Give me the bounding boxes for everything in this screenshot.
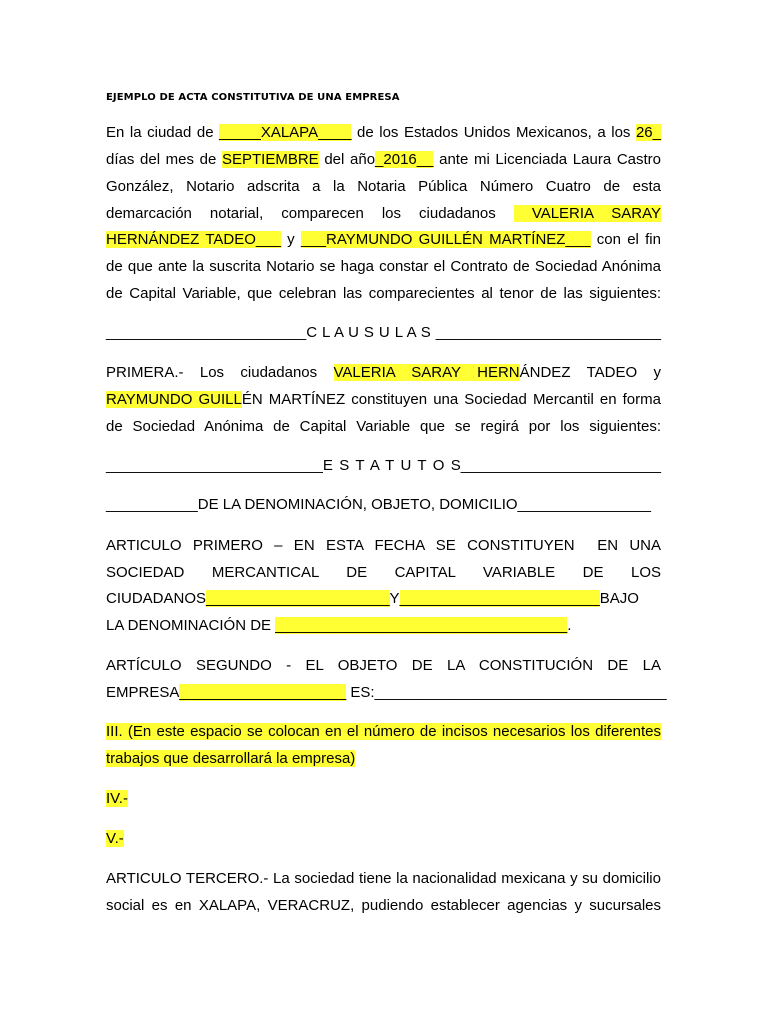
intro-line-7: de Capital Variable, que celebran las comparecientes al tenor de las siguientes: xyxy=(106,285,661,302)
year-field: _2016__ xyxy=(375,151,434,168)
city-field: _____XALAPA____ xyxy=(219,124,352,141)
primera-line-2: RAYMUNDO GUILLÉN MARTÍNEZ constituyen una Sociedad Mercantil en forma xyxy=(106,391,661,408)
articulo-tercero-line-2: social es en XALAPA, VERACRUZ, pudiendo establecer agencias y sucursales xyxy=(106,897,661,914)
intro-line-6: de que ante la suscrita Notario se haga constar el Contrato de Sociedad Anónima xyxy=(106,258,661,275)
primera-name-1: VALERIA SARAY HERN xyxy=(333,364,520,381)
articulo-segundo-line-1: ARTÍCULO SEGUNDO - EL OBJETO DE LA CONSTITUCIÓN DE LA xyxy=(106,657,661,674)
articulo-primero-line-2: SOCIEDAD MERCANTICAL DE CAPITAL VARIABLE DE LOS xyxy=(106,564,661,581)
articulo-segundo-line-2: EMPRESA____________________ ES:___________________________________ xyxy=(106,684,667,701)
articulo-primero-line-1: ARTICULO PRIMERO – EN ESTA FECHA SE CONSTITUYEN EN UNA xyxy=(106,537,661,554)
shareholder-blank-1: ______________________ xyxy=(206,590,390,607)
inciso-iii-line-2: trabajos que desarrollará la empresa) xyxy=(106,750,356,767)
primera-line-1: PRIMERA.- Los ciudadanos VALERIA SARAY HERNÁNDEZ TADEO y xyxy=(106,364,661,381)
objeto-blank: ___________________________________ xyxy=(374,684,667,701)
inciso-iii-line-1: III. (En este espacio se colocan en el número de incisos necesarios los diferentes xyxy=(106,723,661,740)
document-title: EJEMPLO DE ACTA CONSTITUTIVA DE UNA EMPRESA xyxy=(106,92,400,103)
intro-line-1: En la ciudad de _____XALAPA____ de los Estados Unidos Mexicanos, a los 26_ xyxy=(106,124,661,141)
shareholder-1-field-cont: HERNÁNDEZ TADEO___ xyxy=(106,231,281,248)
articulo-tercero-line-1: ARTICULO TERCERO.- La sociedad tiene la nacionalidad mexicana y su domicilio xyxy=(106,870,661,887)
empresa-blank: ____________________ xyxy=(179,684,347,701)
estatutos-heading: __________________________E S T A T U T O S________________________ xyxy=(106,457,661,474)
day-field: 26_ xyxy=(635,124,661,141)
primera-line-3: de Sociedad Anónima de Capital Variable que se regirá por los siguientes: xyxy=(106,418,661,435)
month-field: SEPTIEMBRE xyxy=(222,151,319,168)
intro-line-3: González, Notario adscrita a la Notaria Pública Número Cuatro de esta xyxy=(106,178,661,195)
shareholder-blank-2: ________________________ xyxy=(399,590,600,607)
intro-line-5: HERNÁNDEZ TADEO___ y ___RAYMUNDO GUILLÉN MARTÍNEZ___ con el fin xyxy=(106,231,661,248)
intro-line-4: demarcación notarial, comparecen los ciudadanos VALERIA SARAY xyxy=(106,205,661,222)
primera-name-2: RAYMUNDO GUILL xyxy=(106,391,242,408)
shareholder-2-field: ___RAYMUNDO GUILLÉN MARTÍNEZ___ xyxy=(300,231,591,248)
inciso-iv: IV.- xyxy=(106,790,128,807)
shareholder-1-field: VALERIA SARAY xyxy=(513,205,661,222)
denominacion-heading: ___________DE LA DENOMINACIÓN, OBJETO, DOMICILIO________________ xyxy=(106,496,652,513)
articulo-primero-line-4: LA DENOMINACIÓN DE ___________________________________. xyxy=(106,617,572,634)
denominacion-blank: ___________________________________ xyxy=(275,617,568,634)
inciso-v: V.- xyxy=(106,830,124,847)
clausulas-heading: ________________________C L A U S U L A S ___________________________ xyxy=(106,324,661,341)
intro-line-2: días del mes de SEPTIEMBRE del año_2016__ ante mi Licenciada Laura Castro xyxy=(106,151,661,168)
articulo-primero-line-3: CIUDADANOS______________________Y________________________BAJO xyxy=(106,590,639,607)
